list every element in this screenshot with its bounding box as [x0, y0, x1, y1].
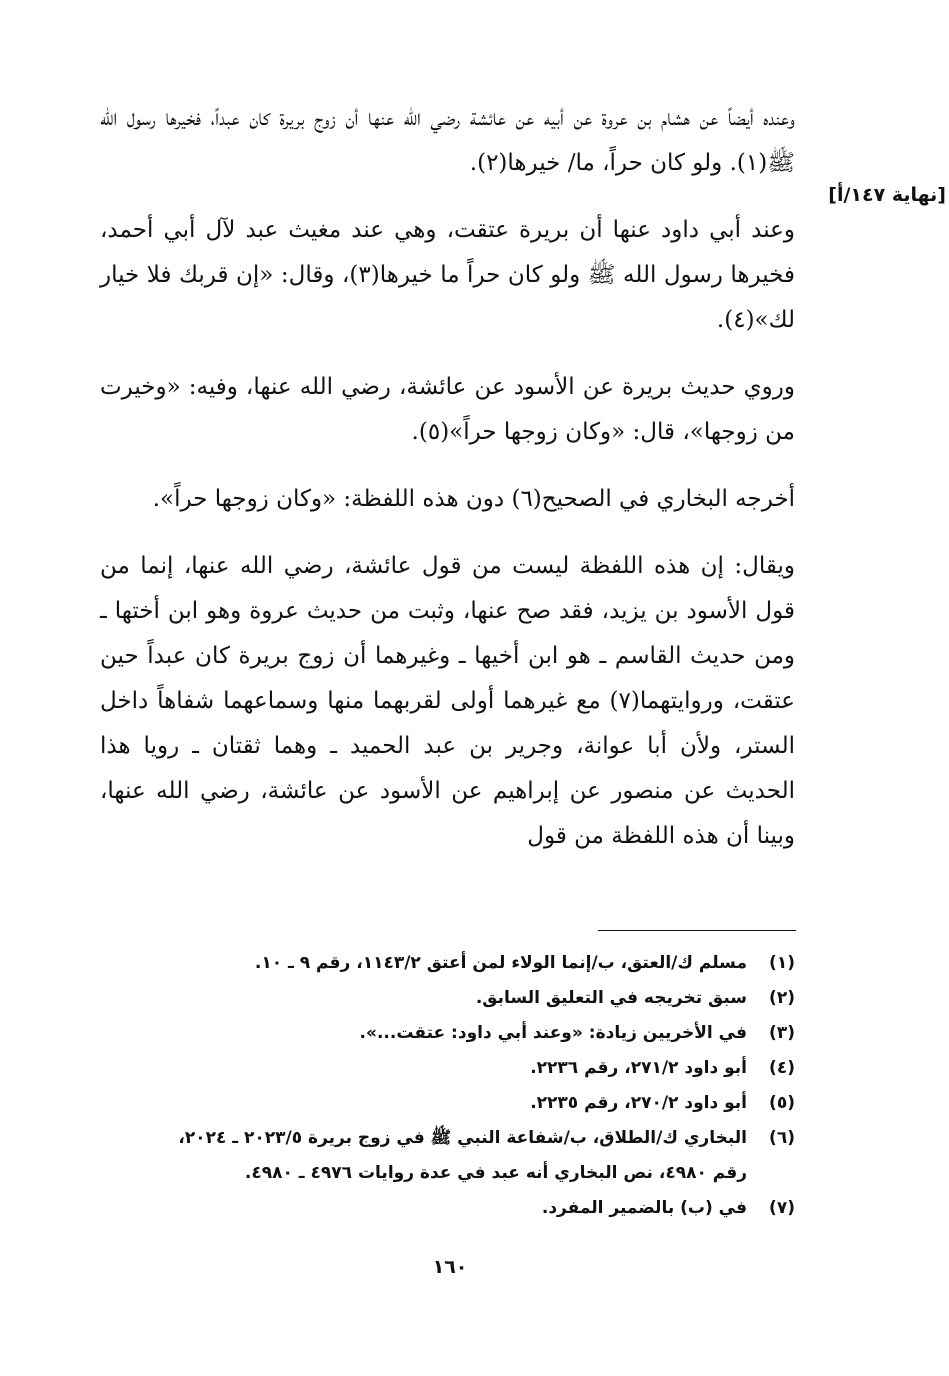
footnote-number: (٦) [769, 1128, 795, 1148]
footnote-text [130, 1121, 747, 1191]
footnote-text [130, 1016, 747, 1051]
footnote-line: في (ب) بالضمير المفرد. [541, 1198, 747, 1218]
footnote [130, 1016, 795, 1051]
footnote-number: (٧) [769, 1198, 795, 1218]
footnote-text [130, 1086, 747, 1121]
footnote-number: (١) [769, 953, 795, 973]
footnote-line: البخاري ك/الطلاق، ب/شفاعة النبي ﷺ في زوج بريرة ٢٠٢٣/٥ ـ ٢٠٢٤، [178, 1128, 747, 1148]
footnote-number: (٣) [769, 1023, 795, 1043]
footnote-number: (٢) [769, 988, 795, 1008]
footnote [130, 1121, 795, 1191]
footnote-line: أبو داود ٢٧١/٢، رقم ٢٢٣٦. [530, 1058, 747, 1078]
footnotes [130, 946, 795, 1226]
footnote-text [130, 1051, 747, 1086]
footnote-line: رقم ٤٩٨٠، نص البخاري أنه عبد في عدة روايات ٤٩٧٦ ـ ٤٩٨٠. [244, 1163, 747, 1183]
footnote-text [130, 981, 747, 1016]
paragraph: أخرجه البخاري في الصحيح(٦) دون هذه اللفظة: «وكان زوجها حراً». [152, 486, 795, 512]
paragraph: وعنده أيضاً عن هشام بن عروة عن أبيه عن عائشة رضي الله عنها أن زوج بريرة كان عبداً، فخيرها رسول الله ﷺ(١). ولو كان حراً، ما/ خيرها(٢). [100, 105, 795, 176]
footnote-number: (٤) [769, 1058, 795, 1078]
footnote-line: في الأخريين زيادة: «وعند أبي داود: عتقت...». [359, 1023, 747, 1043]
paragraph: وروي حديث بريرة عن الأسود عن عائشة، رضي الله عنها، وفيه: «وخيرت من زوجها»، قال: «وكان زوجها حراً»(٥). [100, 374, 795, 445]
footnote-text [130, 1191, 747, 1226]
footnote [130, 981, 795, 1016]
footnote [130, 1191, 795, 1226]
footnote-line: سبق تخريجه في التعليق السابق. [475, 988, 747, 1008]
margin-note: [نهاية ١٤٧/أ] [828, 184, 946, 206]
page-number: ١٦٠ [432, 1256, 468, 1278]
footnote [130, 1086, 795, 1121]
footnote-number: (٥) [769, 1093, 795, 1113]
footnote-line: مسلم ك/العتق، ب/إنما الولاء لمن أعتق ١١٤٣/٢، رقم ٩ ـ ١٠. [254, 953, 747, 973]
footnote-text [130, 946, 747, 981]
footnote-line: أبو داود ٢٧٠/٢، رقم ٢٢٣٥. [530, 1093, 747, 1113]
paragraph: وعند أبي داود عنها أن بريرة عتقت، وهي عند مغيث عبد لآل أبي أحمد، فخيرها رسول الله ﷺ ولو كان حراً ما خيرها(٣)، وقال: «إن قربك فلا خيار لك»(٤). [100, 217, 796, 333]
footnote-divider [598, 930, 796, 931]
main-text [100, 96, 795, 859]
paragraph: ويقال: إن هذه اللفظة ليست من قول عائشة، رضي الله عنها، إنما من قول الأسود بن يزيد، فقد صح عنها، وثبت من حديث عروة وهو ابن أختها ـ ومن حديث القاسم ـ هو ابن أخيها ـ وغيرهما أن زوج بريرة كان عبداً حين عتقت، وروايتهما(٧) مع غيرهما أولى لقربهما منها وسماعهما شفاهاً داخل الستر، ولأن أبا عوانة، وجرير بن عبد الحميد ـ وهما ثقتان ـ رويا هذا الحديث عن منصور عن إبراهيم عن الأسود عن عائشة، رضي الله عنها، وبينا أن هذه اللفظة من قول [100, 553, 795, 849]
footnote [130, 1051, 795, 1086]
footnote [130, 946, 795, 981]
